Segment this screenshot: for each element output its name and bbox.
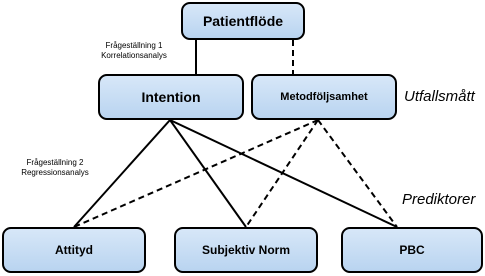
node-subjektiv-norm-label: Subjektiv Norm — [201, 243, 291, 257]
annotation-fragestallning-1-title: Frågeställning 1 — [105, 41, 163, 50]
node-intention — [98, 74, 244, 120]
edge-intention-subjektiv-norm — [170, 120, 246, 227]
label-utfallsmatt: Utfallsmått — [404, 88, 475, 105]
node-pbc — [341, 227, 483, 273]
node-pbc-label: PBC — [399, 243, 425, 257]
annotation-fragestallning-1 — [84, 41, 184, 61]
annotation-fragestallning-1-method: Korrelationsanalys — [101, 51, 167, 60]
annotation-fragestallning-2-method: Regressionsanalys — [21, 168, 89, 177]
node-metodfoljsamhet — [251, 74, 397, 120]
node-attityd — [2, 227, 146, 273]
node-patientflode — [181, 2, 305, 40]
edge-metodfoljsamhet-subjektiv-norm — [246, 120, 318, 227]
annotation-fragestallning-2 — [10, 158, 100, 178]
node-intention-label: Intention — [141, 89, 201, 105]
edge-intention-pbc — [170, 120, 397, 227]
node-attityd-label: Attityd — [55, 243, 93, 257]
node-subjektiv-norm — [174, 227, 318, 273]
label-prediktorer: Prediktorer — [402, 191, 476, 208]
annotation-fragestallning-2-title: Frågeställning 2 — [26, 158, 84, 167]
node-metodfoljsamhet-label: Metodföljsamhet — [280, 91, 368, 103]
node-patientflode-label: Patientflöde — [202, 13, 284, 29]
edge-metodfoljsamhet-pbc — [318, 120, 397, 227]
